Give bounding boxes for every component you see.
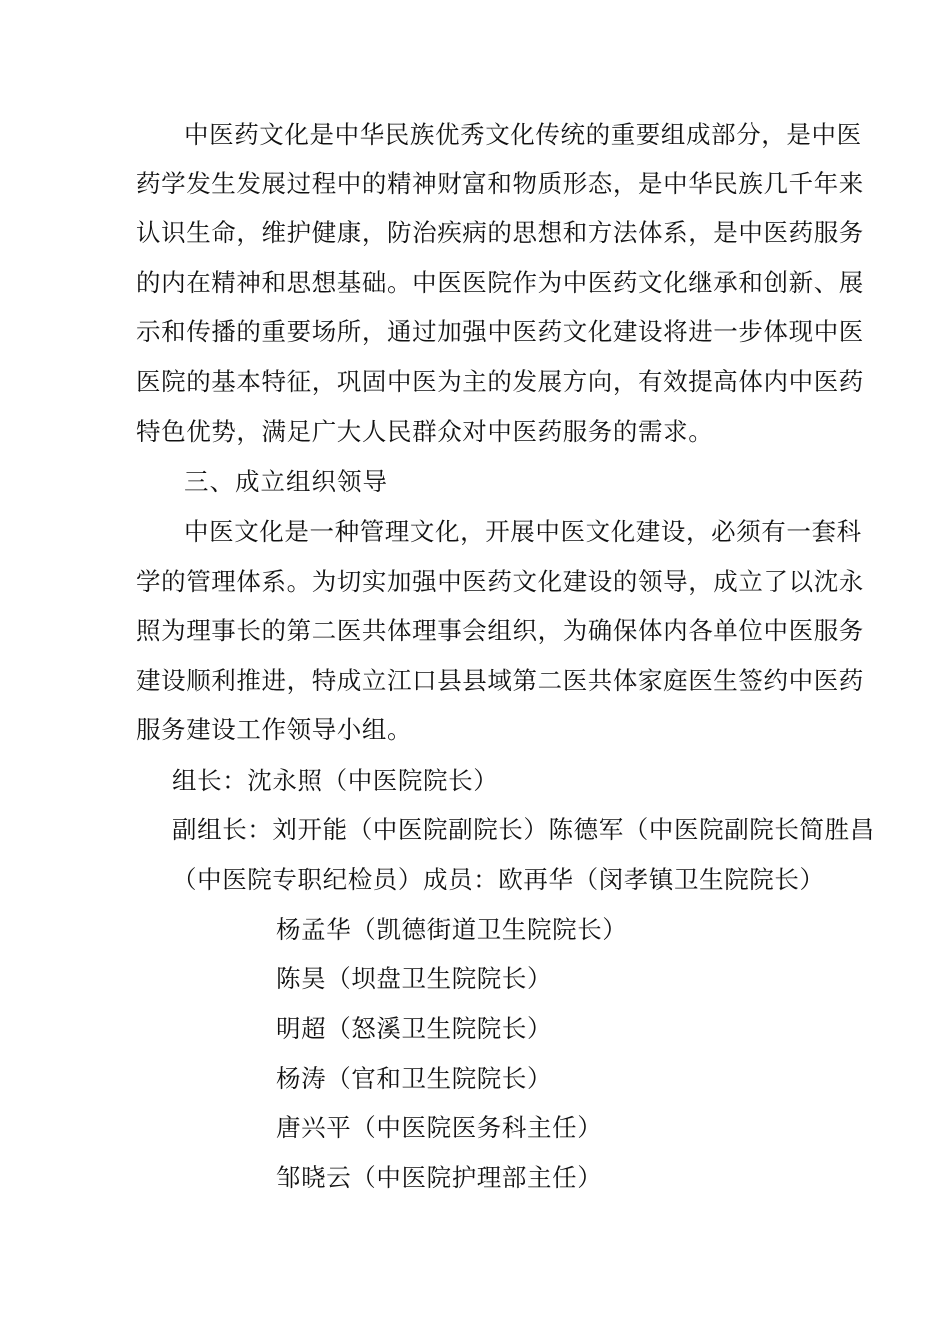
list-item: 杨孟华（凯德街道卫生院院长） xyxy=(276,915,628,944)
text-line: 药学发生发展过程中的精神财富和物质形态，是中华民族几千年来 xyxy=(136,169,864,198)
text-line: 示和传播的重要场所，通过加强中医药文化建设将进一步体现中医 xyxy=(136,317,864,346)
list-item: 陈昊（坝盘卫生院院长） xyxy=(276,964,553,993)
text-line: 医院的基本特征，巩固中医为主的发展方向，有效提高体内中医药 xyxy=(136,367,864,396)
list-item: 明超（怒溪卫生院院长） xyxy=(276,1014,553,1043)
text-line: 认识生命，维护健康，防治疾病的思想和方法体系，是中医药服务 xyxy=(136,218,864,247)
text-line: （中医院专职纪检员）成员：欧再华（闵孝镇卫生院院长） xyxy=(172,865,825,894)
section-heading: 三、成立组织领导 xyxy=(184,467,388,496)
text-line: 服务建设工作领导小组。 xyxy=(136,715,413,744)
group-leader: 组长：沈永照（中医院院长） xyxy=(172,766,499,795)
list-item: 杨涛（官和卫生院院长） xyxy=(276,1064,553,1093)
text-line: 照为理事长的第二医共体理事会组织，为确保体内各单位中医服务 xyxy=(136,616,864,645)
text-line: 中医药文化是中华民族优秀文化传统的重要组成部分，是中医 xyxy=(184,120,862,149)
list-item: 邹晓云（中医院护理部主任） xyxy=(276,1163,603,1192)
text-line: 特色优势，满足广大人民群众对中医药服务的需求。 xyxy=(136,417,714,446)
text-line: 中医文化是一种管理文化，开展中医文化建设，必须有一套科 xyxy=(184,517,862,546)
list-item: 唐兴平（中医院医务科主任） xyxy=(276,1113,603,1142)
text-line: 建设顺利推进，特成立江口县县域第二医共体家庭医生签约中医药 xyxy=(136,666,864,695)
text-line: 副组长：刘开能（中医院副院长）陈德军（中医院副院长简胜昌 xyxy=(172,815,875,844)
text-line: 的内在精神和思想基础。中医医院作为中医药文化继承和创新、展 xyxy=(136,268,864,297)
text-line: 学的管理体系。为切实加强中医药文化建设的领导，成立了以沈永 xyxy=(136,567,864,596)
